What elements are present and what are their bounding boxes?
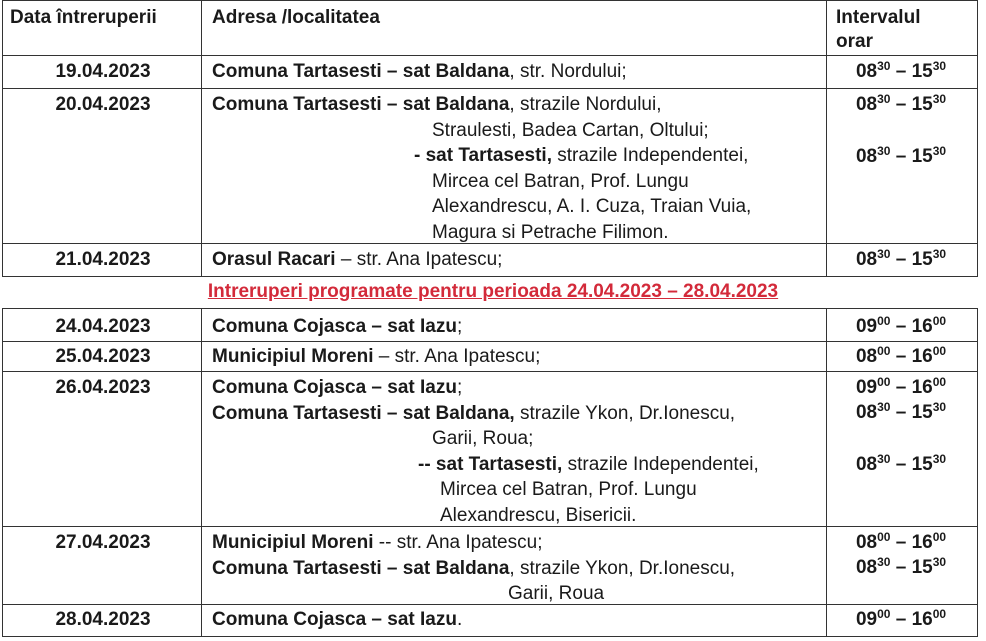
row-border xyxy=(2,276,978,277)
time-start-hour: 08 xyxy=(855,94,878,115)
address-locality: Comuna Cojasca – sat Iazu xyxy=(212,316,457,337)
address-streets: Mircea cel Batran, Prof. Lungu xyxy=(432,170,689,192)
time-start-hour: 09 xyxy=(855,609,878,630)
time-end-minute: 30 xyxy=(932,59,947,73)
row-address-line xyxy=(432,118,709,143)
time-start-hour: 08 xyxy=(855,557,878,578)
time-start-hour: 08 xyxy=(855,249,878,270)
row-border xyxy=(2,55,978,56)
address-locality: Comuna Tartasesti – sat Baldana, xyxy=(212,402,515,424)
row-address-line xyxy=(212,314,462,339)
time-dash: – xyxy=(890,609,912,630)
row-date: 20.04.2023 xyxy=(55,94,151,115)
row-date: 24.04.2023 xyxy=(55,316,151,337)
address-streets: Alexandrescu, Bisericii. xyxy=(440,504,637,526)
time-end-minute: 30 xyxy=(932,452,947,466)
time-start-hour: 08 xyxy=(855,61,878,82)
time-start-hour: 08 xyxy=(855,146,878,167)
time-start-minute: 30 xyxy=(877,400,891,414)
row-date: 26.04.2023 xyxy=(55,377,151,398)
row-time-interval xyxy=(826,555,976,580)
time-start-minute: 00 xyxy=(877,530,891,544)
row-address-line xyxy=(432,169,689,194)
time-end-hour: 16 xyxy=(911,346,933,367)
row-address-line xyxy=(508,581,604,606)
time-start-hour: 09 xyxy=(855,377,878,398)
row-address-line xyxy=(432,220,669,245)
row-time-interval xyxy=(826,314,976,339)
time-end-hour: 15 xyxy=(911,94,933,115)
row-border xyxy=(2,636,978,637)
time-start-hour: 08 xyxy=(855,532,878,553)
address-streets: , strazile Ykon, Dr.Ionescu, xyxy=(509,557,736,579)
time-dash: – xyxy=(890,249,912,270)
row-address-line xyxy=(212,59,627,84)
address-streets: Straulesti, Badea Cartan, Oltului; xyxy=(432,119,709,141)
time-start-minute: 00 xyxy=(877,607,891,621)
row-time-interval xyxy=(826,452,976,477)
address-streets: Mircea cel Batran, Prof. Lungu xyxy=(440,479,697,500)
time-dash: – xyxy=(890,532,912,553)
row-date: 28.04.2023 xyxy=(55,609,151,630)
col-border-1 xyxy=(201,0,202,276)
col-border-2 xyxy=(826,0,827,276)
address-streets: strazile Independentei, xyxy=(562,453,759,475)
time-dash: – xyxy=(890,454,912,475)
time-start-hour: 08 xyxy=(855,346,878,367)
time-start-hour: 08 xyxy=(855,402,878,423)
header-address: Adresa /localitatea xyxy=(212,7,380,28)
row-date: 19.04.2023 xyxy=(55,61,151,82)
col-border-right-2 xyxy=(977,308,978,636)
time-end-minute: 00 xyxy=(932,530,947,544)
address-streets: , strazile Nordului, xyxy=(509,94,662,115)
time-end-hour: 16 xyxy=(911,377,933,398)
time-dash: – xyxy=(890,346,912,367)
row-border xyxy=(2,604,978,605)
row-time-interval xyxy=(826,144,976,169)
time-start-hour: 08 xyxy=(855,454,878,475)
row-address-line xyxy=(212,344,540,369)
time-start-minute: 00 xyxy=(877,375,891,389)
address-streets: Magura si Petrache Filimon. xyxy=(432,221,669,243)
address-streets: ; xyxy=(456,377,463,398)
time-end-hour: 15 xyxy=(911,61,933,82)
time-start-minute: 30 xyxy=(877,555,891,569)
col-border-left xyxy=(2,0,3,276)
row-date: 25.04.2023 xyxy=(55,346,151,367)
time-dash: – xyxy=(890,316,912,337)
row-address-line xyxy=(212,92,661,117)
time-end-minute: 30 xyxy=(932,144,947,158)
address-streets: Garii, Roua; xyxy=(432,428,534,449)
address-locality: -- sat Tartasesti, xyxy=(418,453,563,475)
time-dash: – xyxy=(890,61,912,82)
time-dash: – xyxy=(890,402,912,423)
address-locality: Comuna Cojasca – sat Iazu xyxy=(212,609,457,630)
row-address-line xyxy=(212,401,735,426)
address-streets: Alexandrescu, A. I. Cuza, Traian Vuia, xyxy=(432,196,752,217)
address-locality: Orasul Racari xyxy=(212,249,336,270)
time-end-minute: 00 xyxy=(932,344,947,358)
time-end-hour: 15 xyxy=(911,454,933,475)
time-dash: – xyxy=(890,377,912,398)
row-address-line xyxy=(212,556,735,581)
address-streets: ; xyxy=(456,316,463,337)
time-start-minute: 30 xyxy=(877,247,891,261)
row-border xyxy=(2,0,978,1)
header-interval-2: orar xyxy=(836,31,873,52)
row-border xyxy=(2,341,978,342)
address-streets: strazile Ykon, Dr.Ionescu, xyxy=(514,402,736,424)
time-dash: – xyxy=(890,557,912,578)
address-streets: – str. Ana Ipatescu; xyxy=(373,346,541,367)
row-address-line xyxy=(212,607,462,632)
time-start-minute: 30 xyxy=(877,92,891,106)
row-time-interval xyxy=(826,400,976,425)
row-time-interval xyxy=(826,607,976,632)
row-address-line xyxy=(440,477,697,502)
address-locality: Comuna Tartasesti – sat Baldana xyxy=(212,61,510,82)
time-end-minute: 30 xyxy=(932,92,947,106)
row-border xyxy=(2,371,978,372)
address-streets: -- str. Ana Ipatescu; xyxy=(373,532,543,553)
address-locality: Comuna Tartasesti – sat Baldana xyxy=(212,94,510,115)
row-date: 27.04.2023 xyxy=(55,532,151,553)
section-title: Intreruperi programate pentru perioada 24.04.2023 – 28.04.2023 xyxy=(207,281,779,302)
col-border-1-2 xyxy=(201,308,202,636)
time-end-hour: 15 xyxy=(911,402,933,423)
row-address-line xyxy=(414,143,748,168)
row-date: 21.04.2023 xyxy=(55,249,151,270)
time-start-minute: 30 xyxy=(877,452,891,466)
time-end-hour: 15 xyxy=(911,146,933,167)
time-end-minute: 00 xyxy=(932,314,947,328)
row-border xyxy=(2,88,978,89)
time-end-hour: 16 xyxy=(911,316,933,337)
col-border-left-2 xyxy=(2,308,3,636)
address-locality: Municipiul Moreni xyxy=(212,346,374,367)
address-locality: Municipiul Moreni xyxy=(212,532,374,553)
time-start-minute: 30 xyxy=(877,144,891,158)
time-end-minute: 00 xyxy=(932,607,947,621)
time-dash: – xyxy=(890,146,912,167)
address-streets: strazile Independentei, xyxy=(551,145,749,166)
row-time-interval xyxy=(826,530,976,555)
row-address-line xyxy=(212,530,542,555)
time-start-hour: 09 xyxy=(855,316,878,337)
time-end-hour: 16 xyxy=(911,532,933,553)
time-start-minute: 30 xyxy=(877,59,891,73)
time-end-minute: 30 xyxy=(932,555,947,569)
address-streets: , str. Nordului; xyxy=(509,61,627,82)
time-start-minute: 00 xyxy=(877,344,891,358)
address-locality: - sat Tartasesti, xyxy=(414,145,552,166)
row-address-line xyxy=(432,426,533,451)
address-streets: – str. Ana Ipatescu; xyxy=(335,249,503,270)
header-date: Data întreruperii xyxy=(10,7,157,28)
address-streets: . xyxy=(456,609,463,630)
time-end-minute: 30 xyxy=(932,400,947,414)
row-border xyxy=(2,308,978,309)
time-end-hour: 16 xyxy=(911,609,933,630)
row-time-interval xyxy=(826,375,976,400)
time-start-minute: 00 xyxy=(877,314,891,328)
row-time-interval xyxy=(826,247,976,272)
row-address-line xyxy=(212,247,502,272)
row-time-interval xyxy=(826,344,976,369)
time-end-hour: 15 xyxy=(911,249,933,270)
address-locality: Comuna Tartasesti – sat Baldana xyxy=(212,557,510,579)
time-end-minute: 30 xyxy=(932,247,947,261)
address-streets: Garii, Roua xyxy=(508,583,605,604)
row-address-line xyxy=(440,503,636,528)
row-time-interval xyxy=(826,59,976,84)
time-end-hour: 15 xyxy=(911,557,933,578)
header-interval: Intervalul xyxy=(836,7,921,28)
row-address-line xyxy=(432,194,751,219)
row-address-line xyxy=(212,375,462,400)
time-end-minute: 00 xyxy=(932,375,947,389)
address-locality: Comuna Cojasca – sat Iazu xyxy=(212,377,457,398)
time-dash: – xyxy=(890,94,912,115)
row-address-line xyxy=(418,452,759,477)
row-time-interval xyxy=(826,92,976,117)
col-border-right xyxy=(977,0,978,276)
